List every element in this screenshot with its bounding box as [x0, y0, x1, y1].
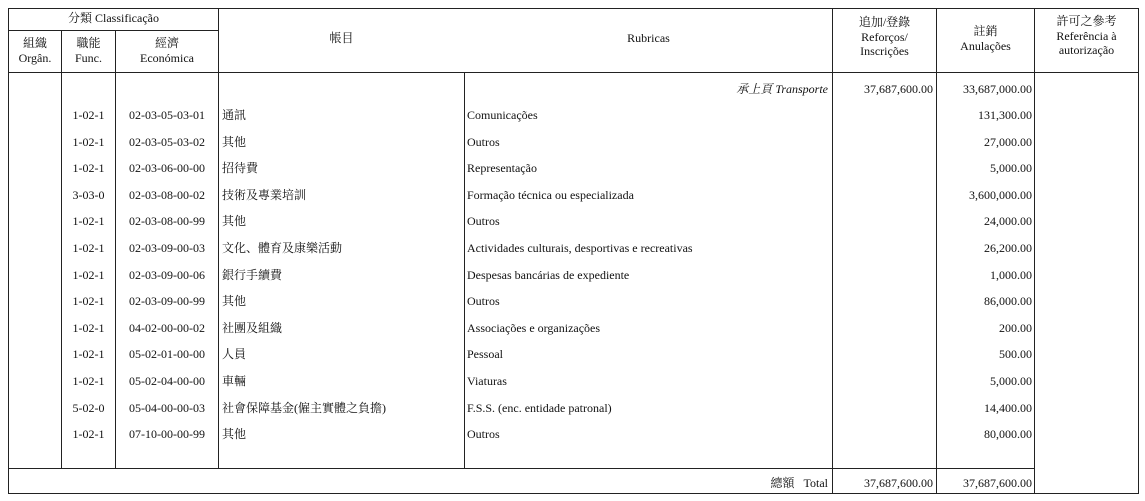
- row-functional-code: 1-02-1: [72, 374, 105, 388]
- row-economic-code: 02-03-05-03-02: [129, 135, 205, 149]
- row-annulment: 24,000.00: [984, 214, 1032, 228]
- row-annulment: 5,000.00: [990, 161, 1032, 175]
- header-auth-zh: 許可之參考: [1056, 14, 1117, 28]
- row-annulment: 80,000.00: [984, 427, 1032, 441]
- total-label-zh: 總額: [770, 476, 795, 490]
- header-functional-pt: Func.: [75, 51, 102, 65]
- row-account-zh: 車輛: [222, 374, 247, 388]
- row-account-zh: 通訊: [222, 108, 247, 122]
- row-functional-code: 1-02-1: [72, 108, 105, 122]
- row-rubric-pt: Outros: [467, 294, 500, 308]
- header-auth-pt1: Referência à: [1056, 29, 1117, 43]
- row-functional-code: 1-02-1: [72, 161, 105, 175]
- row-economic-code: 02-03-08-00-02: [129, 188, 205, 202]
- row-account-zh: 招待費: [222, 161, 259, 175]
- header-functional-zh: 職能: [76, 36, 101, 50]
- rule-total-top: [8, 468, 1034, 469]
- row-rubric-pt: Pessoal: [467, 347, 503, 361]
- row-rubric-pt: Outros: [467, 427, 500, 441]
- row-account-zh: 文化、體育及康樂活動: [222, 241, 343, 255]
- row-account-zh: 技術及專業培訓: [222, 188, 307, 202]
- row-economic-code: 02-03-06-00-00: [129, 161, 205, 175]
- row-rubric-pt: Despesas bancárias de expediente: [467, 268, 630, 282]
- header-cancel-zh: 註銷: [973, 24, 998, 38]
- header-auth-pt2: autorização: [1058, 43, 1115, 57]
- header-cancel-pt: Anulações: [960, 39, 1011, 53]
- header-rubric-pt: Rubricas: [627, 31, 670, 45]
- row-functional-code: 1-02-1: [72, 294, 105, 308]
- transport-reinforcements: 37,687,600.00: [864, 82, 933, 96]
- rule-right: [1138, 8, 1139, 494]
- total-annulments: 37,687,600.00: [963, 476, 1032, 490]
- row-economic-code: 07-10-00-00-99: [129, 427, 205, 441]
- row-annulment: 200.00: [999, 321, 1032, 335]
- row-rubric-pt: Actividades culturais, desportivas e recreativas: [467, 241, 693, 255]
- row-annulment: 131,300.00: [978, 108, 1032, 122]
- header-reinforce-pt2: Inscrições: [860, 44, 909, 58]
- row-account-zh: 銀行手續費: [222, 268, 283, 282]
- row-account-zh: 社會保障基金(僱主實體之負擔): [222, 401, 386, 415]
- header-organic-pt: Orgân.: [18, 51, 52, 65]
- row-rubric-pt: Associações e organizações: [467, 321, 601, 335]
- row-functional-code: 1-02-1: [72, 427, 105, 441]
- total-label-pt: Total: [803, 476, 828, 490]
- row-rubric-pt: Outros: [467, 214, 500, 228]
- header-reinforce-zh: 追加/登錄: [858, 15, 911, 29]
- row-rubric-pt: F.S.S. (enc. entidade patronal): [467, 401, 612, 415]
- row-annulment: 14,400.00: [984, 401, 1032, 415]
- header-account-zh: 帳目: [329, 31, 354, 45]
- row-rubric-pt: Viaturas: [467, 374, 507, 388]
- row-economic-code: 04-02-00-00-02: [129, 321, 205, 335]
- row-economic-code: 05-04-00-00-03: [129, 401, 205, 415]
- row-functional-code: 5-02-0: [72, 401, 105, 415]
- row-annulment: 5,000.00: [990, 374, 1032, 388]
- row-annulment: 500.00: [999, 347, 1032, 361]
- rule-top: [8, 8, 1138, 9]
- rule-col-pt: [464, 72, 465, 468]
- header-organic-zh: 組織: [22, 36, 47, 50]
- row-functional-code: 3-03-0: [72, 188, 105, 202]
- row-economic-code: 02-03-08-00-99: [129, 214, 205, 228]
- row-rubric-pt: Outros: [467, 135, 500, 149]
- row-economic-code: 02-03-09-00-99: [129, 294, 205, 308]
- row-account-zh: 其他: [222, 427, 247, 441]
- row-economic-code: 02-03-09-00-03: [129, 241, 205, 255]
- row-economic-code: 05-02-04-00-00: [129, 374, 205, 388]
- row-annulment: 27,000.00: [984, 135, 1032, 149]
- row-account-zh: 其他: [222, 135, 247, 149]
- rule-classification-split: [8, 30, 218, 31]
- rule-header-bottom: [8, 72, 1138, 73]
- row-economic-code: 05-02-01-00-00: [129, 347, 205, 361]
- row-account-zh: 其他: [222, 294, 247, 308]
- row-functional-code: 1-02-1: [72, 214, 105, 228]
- total-reinforcements: 37,687,600.00: [864, 476, 933, 490]
- row-annulment: 26,200.00: [984, 241, 1032, 255]
- row-annulment: 1,000.00: [990, 268, 1032, 282]
- transport-label-zh: 承上頁: [736, 82, 773, 96]
- row-economic-code: 02-03-05-03-01: [129, 108, 205, 122]
- row-functional-code: 1-02-1: [72, 241, 105, 255]
- header-economic-zh: 經濟: [154, 36, 179, 50]
- row-rubric-pt: Representação: [467, 161, 537, 175]
- row-rubric-pt: Comunicações: [467, 108, 538, 122]
- header-economic-pt: Económica: [140, 51, 194, 65]
- row-functional-code: 1-02-1: [72, 321, 105, 335]
- rule-col-reinforce: [832, 8, 833, 494]
- row-functional-code: 1-02-1: [72, 135, 105, 149]
- rule-left: [8, 8, 9, 494]
- rule-col-auth: [1034, 8, 1035, 494]
- rule-col-zh: [218, 8, 219, 468]
- rule-bottom: [8, 493, 1138, 494]
- transport-annulments: 33,687,000.00: [963, 82, 1032, 96]
- transport-label-pt: Transporte: [775, 82, 828, 96]
- row-economic-code: 02-03-09-00-06: [129, 268, 205, 282]
- row-annulment: 86,000.00: [984, 294, 1032, 308]
- row-account-zh: 人員: [222, 347, 247, 361]
- transport-label: [465, 82, 828, 96]
- row-account-zh: 社團及組織: [222, 321, 283, 335]
- row-annulment: 3,600,000.00: [969, 188, 1032, 202]
- header-reinforce-pt1: Reforços/: [861, 30, 908, 44]
- header-classification: 分類 Classificação: [68, 11, 159, 25]
- total-label: [465, 476, 828, 490]
- row-functional-code: 1-02-1: [72, 268, 105, 282]
- row-account-zh: 其他: [222, 214, 247, 228]
- row-rubric-pt: Formação técnica ou especializada: [467, 188, 634, 202]
- row-functional-code: 1-02-1: [72, 347, 105, 361]
